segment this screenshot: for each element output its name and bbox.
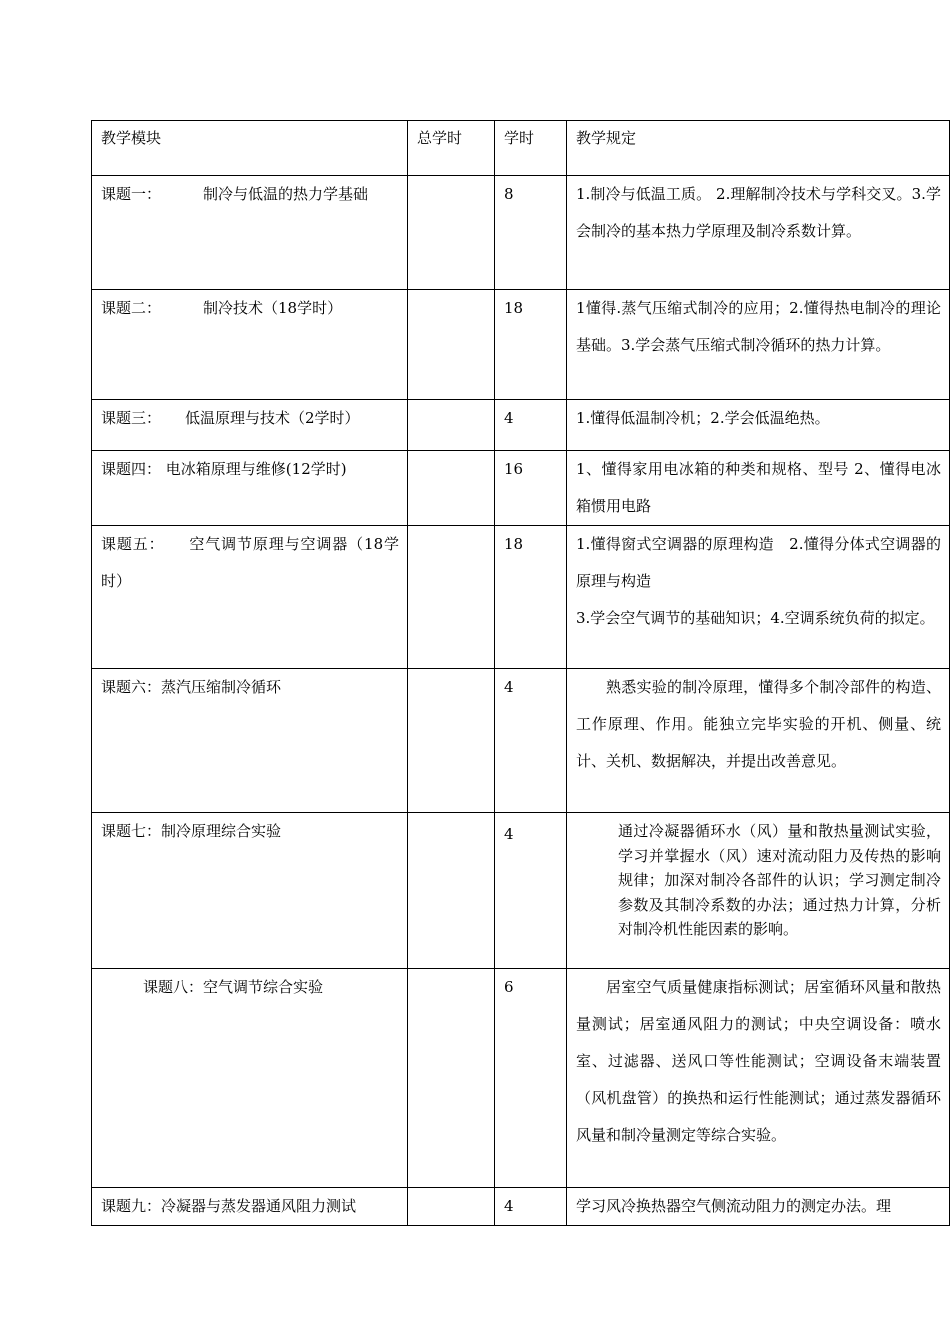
table-row — [92, 1188, 950, 1226]
total-hours-cell — [408, 669, 495, 813]
requirements-line: 1.懂得窗式空调器的原理构造 2.懂得分体式空调器的原理与构造 — [576, 535, 941, 590]
module-cell: 课题九：冷凝器与蒸发器通风阻力测试 — [92, 1188, 408, 1226]
total-hours-cell — [408, 813, 495, 969]
hours-cell: 4 — [495, 400, 567, 451]
total-hours-cell — [408, 1188, 495, 1226]
header-module: 教学模块 — [92, 121, 408, 176]
header-requirements: 教学规定 — [567, 121, 950, 176]
hours-cell: 18 — [495, 526, 567, 669]
hours-cell: 16 — [495, 451, 567, 526]
header-total-hours: 总学时 — [408, 121, 495, 176]
requirements-cell — [567, 526, 950, 669]
total-hours-cell — [408, 400, 495, 451]
module-cell: 课题五： 空气调节原理与空调器（18学时） — [92, 526, 408, 669]
requirements-cell: 居室空气质量健康指标测试；居室循环风量和散热量测试；居室通风阻力的测试；中央空调设备：喷水室、过滤器、送风口等性能测试；空调设备末端装置（风机盘管）的换热和运行性能测试；通过蒸发器循环风量和制冷量测定等综合实验。 — [567, 969, 950, 1188]
hours-cell: 8 — [495, 176, 567, 290]
table-row — [92, 969, 950, 1188]
module-cell: 课题八：空气调节综合实验 — [92, 969, 408, 1188]
requirements-line: 3.学会空气调节的基础知识；4.空调系统负荷的拟定。 — [576, 609, 935, 627]
hours-cell: 4 — [495, 669, 567, 813]
total-hours-cell — [408, 290, 495, 400]
total-hours-cell — [408, 176, 495, 290]
table-header-row — [92, 121, 950, 176]
hours-cell: 18 — [495, 290, 567, 400]
module-cell: 课题三： 低温原理与技术（2学时） — [92, 400, 408, 451]
header-hours: 学时 — [495, 121, 567, 176]
hours-cell: 6 — [495, 969, 567, 1188]
module-cell: 课题六：蒸汽压缩制冷循环 — [92, 669, 408, 813]
teaching-plan-table — [91, 120, 950, 1226]
table-row — [92, 451, 950, 526]
table-row — [92, 526, 950, 669]
requirements-cell: 熟悉实验的制冷原理，懂得多个制冷部件的构造、工作原理、作用。能独立完毕实验的开机、侧量、统计、关机、数据解决，并提出改善意见。 — [567, 669, 950, 813]
module-cell: 课题一： 制冷与低温的热力学基础 — [92, 176, 408, 290]
table-row — [92, 400, 950, 451]
table-row — [92, 176, 950, 290]
hours-cell: 4 — [495, 813, 567, 969]
hours-cell: 4 — [495, 1188, 567, 1226]
total-hours-cell — [408, 451, 495, 526]
total-hours-cell — [408, 969, 495, 1188]
table-row — [92, 290, 950, 400]
requirements-cell: 通过冷凝器循环水（风）量和散热量测试实验，学习并掌握水（风）速对流动阻力及传热的影响规律；加深对制冷各部件的认识；学习测定制冷参数及其制冷系数的办法；通过热力计算，分析对制冷机性能因素的影响。 — [567, 813, 950, 969]
table-row — [92, 813, 950, 969]
module-cell: 课题四： 电冰箱原理与维修(12学时) — [92, 451, 408, 526]
module-cell: 课题七：制冷原理综合实验 — [92, 813, 408, 969]
requirements-cell: 1懂得.蒸气压缩式制冷的应用；2.懂得热电制冷的理论基础。3.学会蒸气压缩式制冷循环的热力计算。 — [567, 290, 950, 400]
module-cell: 课题二： 制冷技术（18学时） — [92, 290, 408, 400]
total-hours-cell — [408, 526, 495, 669]
requirements-cell: 1.制冷与低温工质。 2.理解制冷技术与学科交叉。3.学会制冷的基本热力学原理及制冷系数计算。 — [567, 176, 950, 290]
requirements-cell: 1.懂得低温制冷机；2.学会低温绝热。 — [567, 400, 950, 451]
table-row — [92, 669, 950, 813]
requirements-cell: 1、懂得家用电冰箱的种类和规格、型号 2、懂得电冰箱惯用电路 — [567, 451, 950, 526]
requirements-cell: 学习风冷换热器空气侧流动阻力的测定办法。理 — [567, 1188, 950, 1226]
